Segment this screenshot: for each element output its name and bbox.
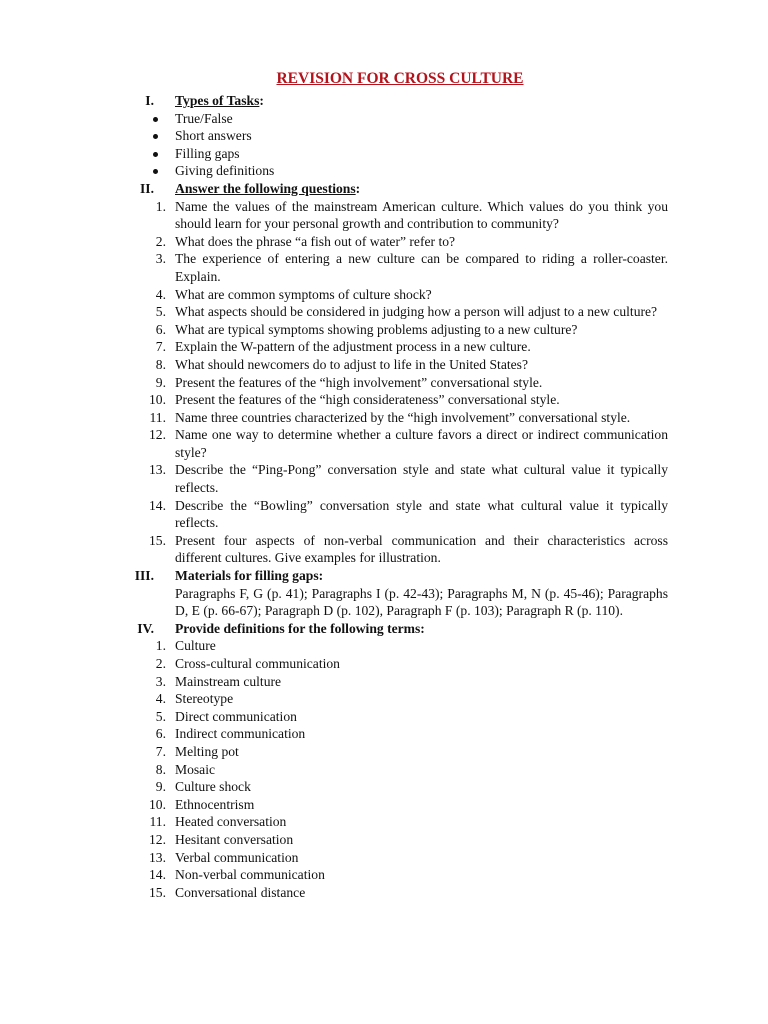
section-numeral: III. [134,568,154,584]
term-text: Mosaic [175,761,216,777]
list-item: 14. Describe the “Bowling” conversation style and state what cultural value it typically reflects. [149,497,668,531]
list-item: 7. Melting pot [0,743,768,761]
list-item: 3. Mainstream culture [0,673,768,691]
materials-text: Paragraphs F, G (p. 41); Paragraphs I (p. 42-43); Paragraphs M, N (p. 45-46); Paragraphs D, E (p. 66-67); Paragraph D (p. 102), Paragraph F (p. 103); Paragraph R (p. 110). [175,585,668,619]
term-text: Melting pot [175,743,239,759]
page-title: REVISION FOR CROSS CULTURE [276,70,524,87]
term-text: Heated conversation [175,814,287,830]
list-item: 6. Indirect communication [0,725,768,743]
section-numeral: II. [140,180,154,196]
section-heading: Materials for filling gaps: [175,568,324,584]
list-item: 10. Ethnocentrism [0,796,768,814]
document-body [0,92,768,901]
term-text: Mainstream culture [175,673,282,689]
question-text: Describe the “Ping-Pong” conversation style and state what cultural value it typically reflects. [175,462,668,496]
section-heading: Types of Tasks [175,93,260,108]
list-item: 14. Non-verbal communication [0,866,768,884]
question-text: Present the features of the “high considerateness” conversational style. [175,392,560,408]
list-item: 4. Stereotype [0,690,768,708]
term-text: Non-verbal communication [175,867,325,883]
term-text: Ethnocentrism [175,796,255,812]
question-text: Name three countries characterized by the “high involvement” conversational style. [175,409,631,425]
bullet-icon [153,134,158,139]
term-text: Stereotype [175,691,234,707]
list-item: 6. What are typical symptoms showing problems adjusting to a new culture? [0,321,768,339]
list-item: 2. What does the phrase “a fish out of water” refer to? [0,233,768,251]
section-numeral: IV. [137,620,154,636]
list-item: 1. Culture [0,637,768,655]
list-item: 7. Explain the W-pattern of the adjustment process in a new culture. [0,338,768,356]
list-item [0,162,768,180]
materials-paragraph [0,585,768,620]
section-heading: Provide definitions for the following terms: [175,620,425,636]
bullet-icon [153,117,158,122]
question-text: What should newcomers do to adjust to life in the United States? [175,356,528,372]
list-item: 9. Culture shock [0,778,768,796]
list-item: 8. Mosaic [0,761,768,779]
question-text: What aspects should be considered in judging how a person will adjust to a new culture? [175,304,658,320]
term-text: Direct communication [175,708,297,724]
bullet-icon [153,169,158,174]
list-item [0,145,768,163]
task-type: Giving definitions [175,163,275,179]
task-type: Filling gaps [175,145,240,161]
task-type: Short answers [175,128,252,144]
term-text: Conversational distance [175,884,306,900]
section-heading: Answer the following questions [175,180,356,196]
question-text: Name one way to determine whether a culture favors a direct or indirect communication style? [175,427,668,460]
list-item: 15. Present four aspects of non-verbal communication and their characteristics across different cultures. Give examples for illustration. [149,532,668,566]
list-item: 15. Conversational distance [0,884,768,902]
term-text: Verbal communication [175,849,299,865]
term-text: Culture [175,638,216,654]
list-item: 12. Hesitant conversation [0,831,768,849]
section-4-header [0,620,768,638]
list-item: 3. The experience of entering a new culture can be compared to riding a roller-coaster. Explain. [155,251,668,284]
question-text: Describe the “Bowling” conversation style and state what cultural value it typically reflects. [175,497,668,531]
section-numeral: I. [145,93,154,108]
list-item: 11. Heated conversation [0,813,768,831]
list-item: 13. Verbal communication [0,849,768,867]
question-text: Explain the W-pattern of the adjustment process in a new culture. [175,339,531,355]
list-item: 12. Name one way to determine whether a culture favors a direct or indirect communication style? [149,427,668,460]
question-text: Present four aspects of non-verbal communication and their characteristics across different cultures. Give examples for illustration. [175,532,668,566]
question-text: The experience of entering a new culture can be compared to riding a roller-coaster. Explain. [175,251,668,284]
list-item: 1. Name the values of the mainstream American culture. Which values do you think you should learn for your personal growth and contribution to community? [155,198,668,232]
section-1-header: I. Types of Tasks: [0,92,768,110]
question-text: What does the phrase “a fish out of water” refer to? [175,233,456,249]
question-text: What are typical symptoms showing problems adjusting to a new culture? [175,321,578,337]
list-item [0,127,768,145]
list-item: 5. What aspects should be considered in judging how a person will adjust to a new culture? [0,303,768,321]
term-text: Cross-cultural communication [175,656,340,671]
list-item: 13. Describe the “Ping-Pong” conversation style and state what cultural value it typically reflects. [149,462,668,496]
list-item: 9. Present the features of the “high involvement” conversational style. [0,374,768,392]
list-item: 2. Cross-cultural communication [0,655,768,673]
list-item [0,110,768,128]
question-text: Name the values of the mainstream American culture. Which values do you think you should learn for your personal growth and contribution to community? [175,198,668,232]
question-text: Present the features of the “high involvement” conversational style. [175,374,543,390]
bullet-icon [153,152,158,157]
list-item: 10. Present the features of the “high considerateness” conversational style. [0,391,768,409]
term-text: Culture shock [175,779,251,795]
term-text: Indirect communication [175,726,306,742]
question-text: What are common symptoms of culture shock? [175,286,432,302]
list-item: 11. Name three countries characterized by the “high involvement” conversational style. [0,409,768,427]
task-type: True/False [175,110,233,126]
list-item: 5. Direct communication [0,708,768,726]
list-item: 8. What should newcomers do to adjust to life in the United States? [0,356,768,374]
section-2-header: II. Answer the following questions: [0,180,768,198]
term-text: Hesitant conversation [175,831,294,847]
section-3-header [0,567,768,585]
list-item: 4. What are common symptoms of culture shock? [0,286,768,304]
